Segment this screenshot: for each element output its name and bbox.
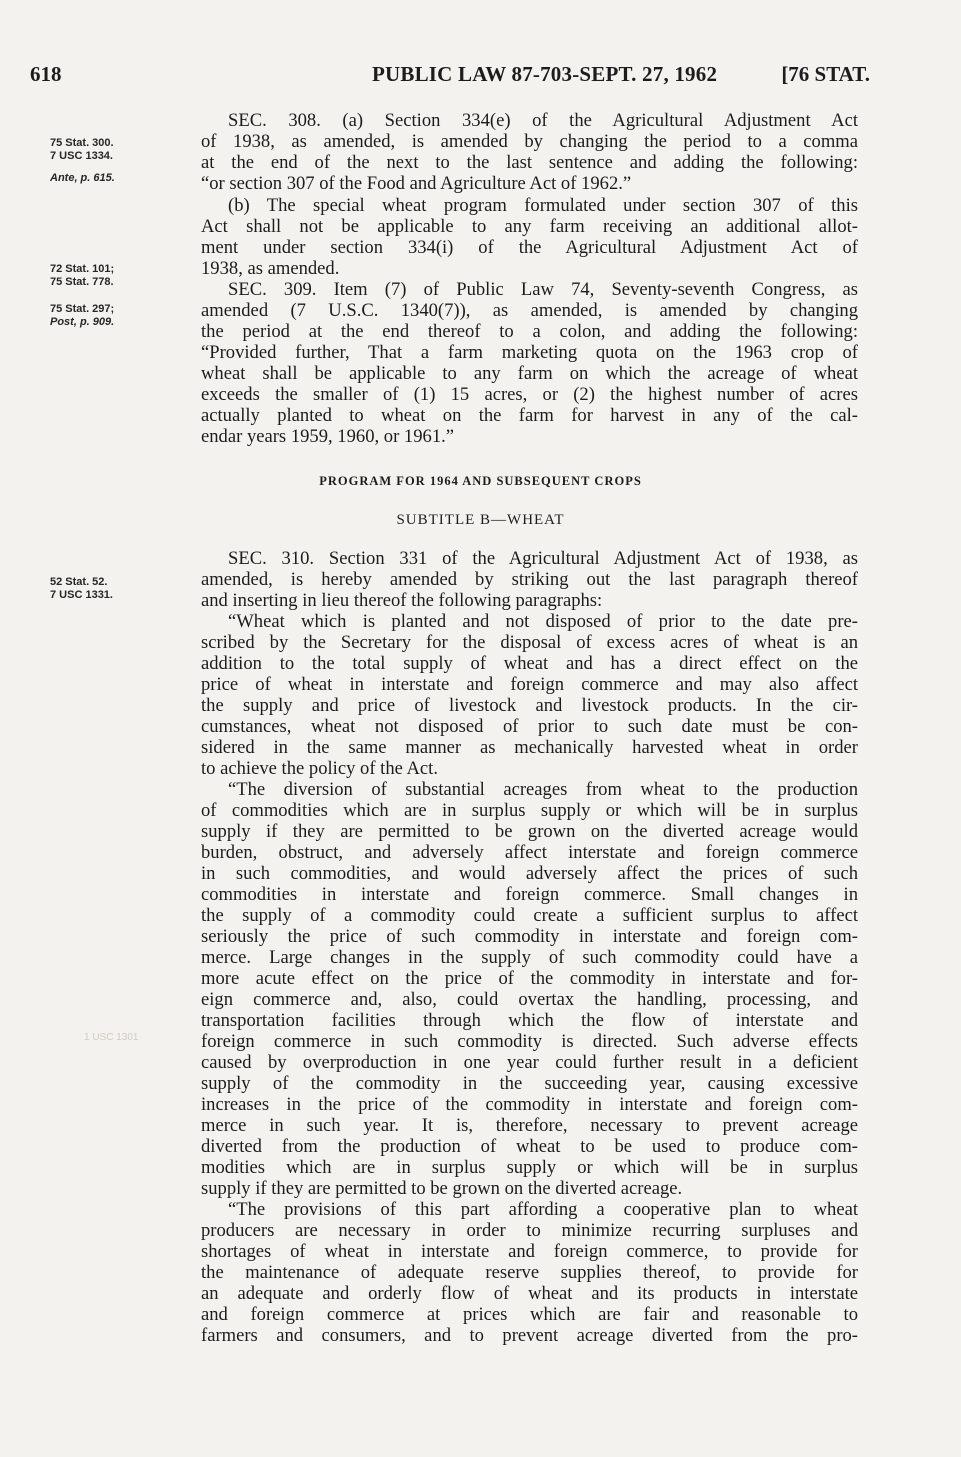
margin-citation: 7 USC 1331. [50,589,113,601]
body-line: seriously the price of such commodity in interstate and foreign com- [201,926,858,947]
body-line: endar years 1959, 1960, or 1961.” [201,426,455,447]
program-heading: PROGRAM FOR 1964 AND SUBSEQUENT CROPS [319,474,642,488]
body-line: SEC. 310. Section 331 of the Agricultural Adjustment Act of 1938, as [228,548,858,569]
body-line: burden, obstruct, and adversely affect interstate and foreign commerce [201,842,858,863]
body-line: Act shall not be applicable to any farm receiving an additional allot- [201,216,858,237]
body-line: “The diversion of substantial acreages from wheat to the production [228,779,858,800]
body-line: price of wheat in interstate and foreign commerce and may also affect [201,674,858,695]
body-line: merce. Large changes in the supply of such commodity could have a [201,947,858,968]
body-line: “Provided further, That a farm marketing quota on the 1963 crop of [201,342,858,363]
body-line: shortages of wheat in interstate and foreign commerce, to provide for [201,1241,858,1262]
body-line: SEC. 308. (a) Section 334(e) of the Agricultural Adjustment Act [228,110,858,131]
margin-citation: 75 Stat. 300. [50,137,114,149]
body-line: in such commodities, and would adversely affect the prices of such [201,863,858,884]
body-line: actually planted to wheat on the farm for harvest in any of the cal- [201,405,858,426]
body-line: scribed by the Secretary for the disposal of excess acres of wheat is an [201,632,858,653]
body-line: the period at the end thereof to a colon, and adding the following: [201,321,858,342]
body-line: “The provisions of this part affording a cooperative plan to wheat [228,1199,858,1220]
body-line: “Wheat which is planted and not disposed of prior to the date pre- [228,611,858,632]
body-line: (b) The special wheat program formulated under section 307 of this [228,195,858,216]
body-line: and foreign commerce at prices which are fair and reasonable to [201,1304,858,1325]
body-line: the supply and price of livestock and livestock products. In the cir- [201,695,858,716]
body-line: producers are necessary in order to minimize recurring surpluses and [201,1220,858,1241]
body-line: merce in such year. It is, therefore, necessary to prevent acreage [201,1115,858,1136]
body-line: of commodities which are in surplus supply or which will be in surplus [201,800,858,821]
body-line: sidered in the same manner as mechanically harvested wheat in order [201,737,858,758]
running-title: PUBLIC LAW 87-703-SEPT. 27, 1962 [372,62,718,86]
body-line: diverted from the production of wheat to be used to produce com- [201,1136,858,1157]
body-line: 1938, as amended. [201,258,340,279]
margin-note-1 [50,137,180,185]
margin-note-2 [50,263,180,289]
body-line: modities which are in surplus supply or which will be in surplus [201,1157,858,1178]
body-line: amended, is hereby amended by striking out the last paragraph thereof [201,569,858,590]
body-line: of 1938, as amended, is amended by changing the period to a comma [201,131,858,152]
body-line: and inserting in lieu thereof the following paragraphs: [201,590,603,611]
margin-citation: 75 Stat. 778. [50,276,114,288]
body-line: cumstances, wheat not disposed of prior to such date must be con- [201,716,858,737]
body-line: commodities in interstate and foreign commerce. Small changes in [201,884,858,905]
body-line: “or section 307 of the Food and Agriculture Act of 1962.” [201,173,632,194]
body-line: supply if they are permitted to be grown on the diverted acreage would [201,821,858,842]
body-line: the maintenance of adequate reserve supplies thereof, to provide for [201,1262,858,1283]
body-line: increases in the price of the commodity in interstate and foreign com- [201,1094,858,1115]
body-line: an adequate and orderly flow of wheat and its products in interstate [201,1283,858,1304]
body-line: caused by overproduction in one year could further result in a deficient [201,1052,858,1073]
subtitle-heading: SUBTITLE B—WHEAT [396,512,565,528]
margin-citation: 7 USC 1334. [50,150,113,162]
page-number: 618 [30,62,62,86]
body-line: foreign commerce in such commodity is directed. Such adverse effects [201,1031,858,1052]
body-line: farmers and consumers, and to prevent acreage diverted from the pro- [201,1325,858,1346]
margin-note-3 [50,303,180,329]
body-line: at the end of the next to the last sentence and adding the following: [201,152,858,173]
margin-note-4 [50,576,180,602]
body-line: supply of the commodity in the succeeding year, causing excessive [201,1073,858,1094]
margin-citation: 72 Stat. 101; [50,263,115,275]
body-line: transportation facilities through which the flow of interstate and [201,1010,858,1031]
body-line: SEC. 309. Item (7) of Public Law 74, Seventy-seventh Congress, as [228,279,858,300]
margin-citation: 52 Stat. 52. [50,576,108,588]
margin-citation: Post, p. 909. [50,316,115,328]
body-line: the supply of a commodity could create a sufficient surplus to affect [201,905,858,926]
body-line: to achieve the policy of the Act. [201,758,438,779]
running-header [30,62,870,92]
margin-citation: Ante, p. 615. [50,172,115,184]
margin-citation: 75 Stat. 297; [50,303,115,315]
body-line: wheat shall be applicable to any farm on which the acreage of wheat [201,363,858,384]
body-line: exceeds the smaller of (1) 15 acres, or (2) the highest number of acres [201,384,858,405]
bleed-through-text: 1 USC 1301 [84,1032,139,1043]
body-line: ment under section 334(i) of the Agricultural Adjustment Act of [201,237,858,258]
body-line: eign commerce and, also, could overtax the handling, processing, and [201,989,858,1010]
body-line: addition to the total supply of wheat and has a direct effect on the [201,653,858,674]
volume-reference: [76 STAT. [781,62,870,86]
body-line: supply if they are permitted to be grown on the diverted acreage. [201,1178,683,1199]
body-line: amended (7 U.S.C. 1340(7)), as amended, is amended by changing [201,300,858,321]
body-line: more acute effect on the price of the commodity in interstate and for- [201,968,858,989]
